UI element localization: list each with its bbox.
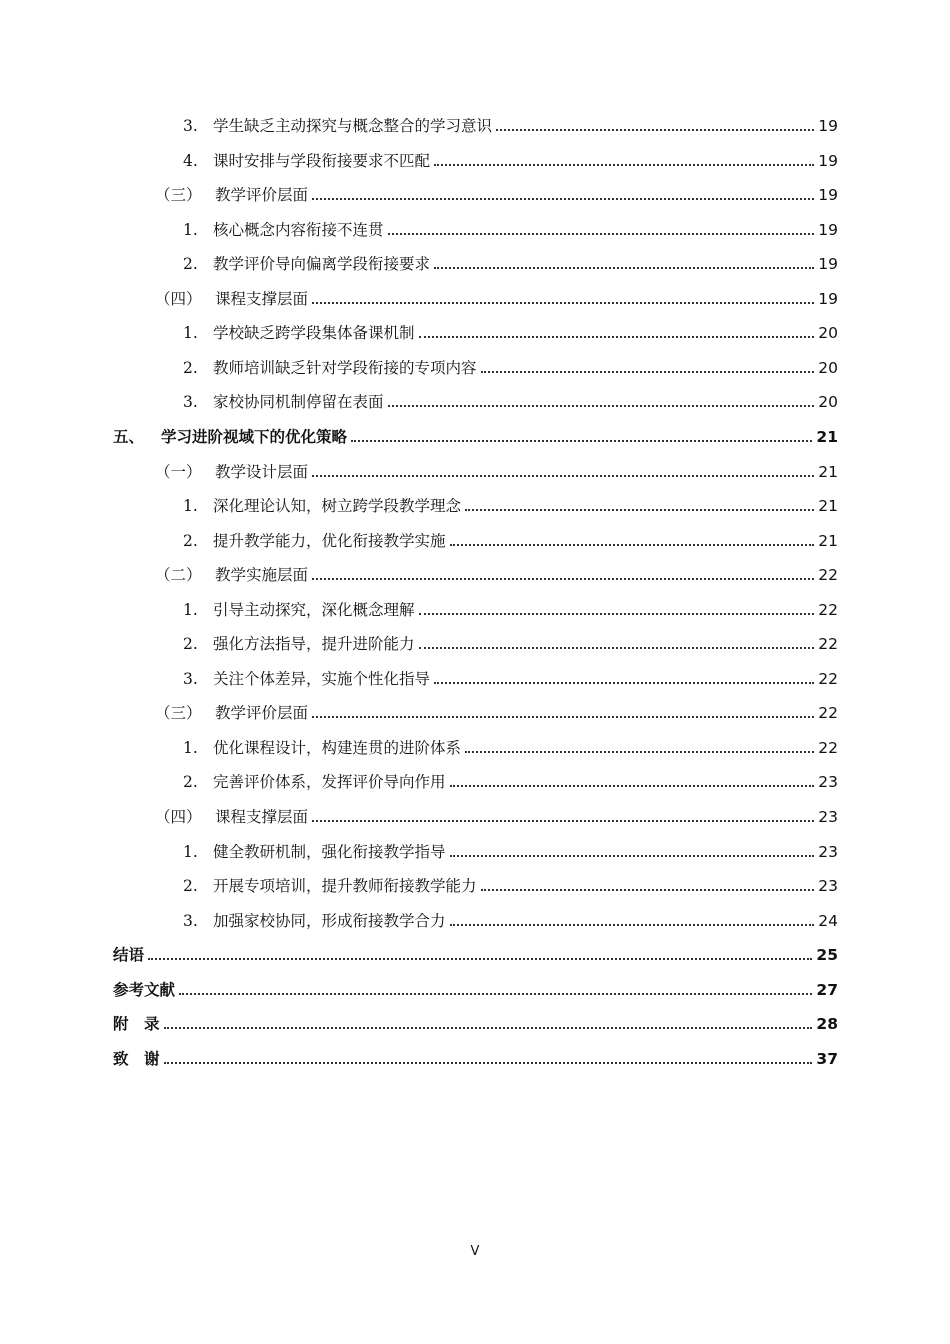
toc-entry-page: 19 [818,151,838,170]
toc-entry-page: 24 [818,911,838,930]
dot-leader [465,750,814,753]
dot-leader [388,232,815,235]
toc-entry-page: 22 [818,600,838,619]
toc-entry-number: （四） [155,808,202,826]
toc-entry-number: （三） [155,704,202,723]
toc-entry[interactable] [183,248,838,274]
dot-leader [312,819,814,822]
dot-leader [312,301,814,304]
toc-entry-number: 1. [183,600,198,619]
toc-entry[interactable] [113,421,838,447]
toc-entry-number: （二） [155,566,202,585]
toc-entry[interactable] [155,697,838,723]
toc-entry-number: 1. [183,497,198,516]
dot-leader [450,784,815,787]
dot-leader [419,612,815,615]
toc-entry-page: 22 [818,738,838,757]
toc-entry-page: 19 [818,220,838,239]
toc-entry-page: 20 [818,393,838,412]
dot-leader [312,715,814,718]
toc-entry-title: 附 录 [113,1015,160,1034]
toc-entry-page: 20 [818,324,838,343]
toc-entry-title: 学校缺乏跨学段集体备课机制 [213,324,415,343]
toc-entry-page: 23 [818,773,838,792]
toc-entry-page: 23 [818,877,838,896]
toc-entry-page: 19 [818,289,838,308]
toc-entry-number: （三） [155,186,202,205]
toc-entry[interactable] [183,145,838,171]
toc-entry-number: 2. [183,531,198,550]
toc-entry[interactable] [183,594,838,620]
dot-leader [164,1061,813,1064]
toc-entry-number: 2. [183,877,198,896]
toc-entry-page: 28 [816,1015,838,1034]
toc-entry-title: 教学评价导向偏离学段衔接要求 [213,255,431,274]
toc-entry[interactable] [183,663,838,689]
dot-leader [312,474,814,477]
toc-entry-page: 37 [816,1049,838,1068]
toc-entry[interactable] [183,870,838,896]
toc-entry-title: 教学评价层面 [215,186,309,205]
toc-entry-title: 学习进阶视域下的优化策略 [161,427,348,446]
toc-entry-title: 学生缺乏主动探究与概念整合的学习意识 [213,117,493,135]
toc-entry-number: 3. [183,669,198,688]
toc-entry-title: 课程支撑层面 [215,289,309,308]
dot-leader [419,646,815,649]
dot-leader [312,197,814,200]
dot-leader [450,854,815,857]
dot-leader [434,163,814,166]
toc-entry-number: 2. [183,358,198,377]
toc-entry-number: 1. [183,738,198,757]
toc-entry[interactable] [155,179,838,205]
toc-entry[interactable] [183,490,838,516]
toc-entry-number: 4. [183,151,198,170]
toc-entry-number: 3. [183,393,198,412]
toc-entry-page: 23 [818,842,838,861]
toc-entry[interactable] [113,1008,838,1034]
dot-leader [465,508,814,511]
toc-entry[interactable] [183,525,838,551]
dot-leader [450,543,815,546]
toc-entry-page: 19 [818,117,838,135]
toc-entry-page: 21 [818,497,838,516]
toc-entry-title: 引导主动探究，深化概念理解 [213,600,415,619]
toc-entry-title: 完善评价体系，发挥评价导向作用 [213,773,446,792]
toc-entry[interactable] [183,628,838,654]
toc-entry-number: 1. [183,324,198,343]
toc-entry[interactable] [183,766,838,792]
dot-leader [179,992,812,995]
toc-entry-number: 3. [183,117,198,135]
toc-entry-title: 加强家校协同，形成衔接教学合力 [213,911,446,930]
dot-leader [351,439,812,442]
page-number-footer: V [470,1244,480,1259]
dot-leader [419,335,815,338]
dot-leader [434,266,814,269]
dot-leader [481,888,815,891]
toc-entry[interactable] [183,352,838,378]
toc-entry-page: 19 [818,255,838,274]
toc-entry[interactable] [113,1043,838,1069]
toc-entry-title: 健全教研机制，强化衔接教学指导 [213,842,446,861]
toc-entry-number: 五、 [113,427,145,446]
toc-entry-title: 致 谢 [113,1049,160,1068]
toc-entry-title: 教学设计层面 [215,462,309,481]
toc-entry[interactable] [183,214,838,240]
toc-entry-number: 2. [183,255,198,274]
toc-entry-title: 教学评价层面 [215,704,309,723]
toc-entry[interactable] [113,974,838,1000]
dot-leader [312,577,814,580]
dot-leader [164,1026,813,1029]
toc-entry-page: 22 [818,704,838,723]
toc-entry-page: 20 [818,358,838,377]
toc-entry[interactable] [183,386,838,412]
toc-entry-number: 1. [183,220,198,239]
toc-entry-page: 25 [816,946,838,965]
toc-entry-page: 19 [818,186,838,205]
toc-entry-title: 结语 [113,946,145,965]
toc-entry[interactable] [183,317,838,343]
dot-leader [481,370,815,373]
toc-entry[interactable] [155,801,838,827]
toc-entry-title: 课程支撑层面 [215,808,309,826]
toc-entry-title: 参考文献 [113,980,176,999]
toc-entry-number: （四） [155,289,202,308]
toc-entry[interactable] [183,905,838,931]
toc-entry-title: 深化理论认知，树立跨学段教学理念 [213,497,462,516]
toc-entry-title: 课时安排与学段衔接要求不匹配 [213,151,431,170]
toc-entry-title: 强化方法指导，提升进阶能力 [213,635,415,654]
toc-entry[interactable] [155,283,838,309]
toc-entry-title: 教师培训缺乏针对学段衔接的专项内容 [213,358,477,377]
toc-entry[interactable] [183,110,838,136]
toc-entry-title: 提升教学能力，优化衔接教学实施 [213,531,446,550]
toc-entry-number: （一） [155,462,202,481]
toc-entry-number: 2. [183,635,198,654]
toc-entry[interactable] [113,939,838,965]
dot-leader [434,681,814,684]
toc-entry[interactable] [155,559,838,585]
toc-entry-title: 关注个体差异，实施个性化指导 [213,669,431,688]
toc-entry-number: 1. [183,842,198,861]
toc-entry-title: 核心概念内容衔接不连贯 [213,220,384,239]
dot-leader [496,128,814,131]
toc-entry-page: 21 [818,462,838,481]
toc-entry-title: 教学实施层面 [215,566,309,585]
dot-leader [148,957,812,960]
toc-entry-page: 22 [818,566,838,585]
toc-entry-page: 27 [816,980,838,999]
toc-entry-page: 22 [818,669,838,688]
toc-entry-title: 优化课程设计，构建连贯的进阶体系 [213,738,462,757]
toc-entry-number: 2. [183,773,198,792]
toc-entry-page: 22 [818,635,838,654]
toc-entry[interactable] [155,456,838,482]
toc-entry-page: 21 [816,427,838,446]
toc-entry-page: 23 [818,808,838,826]
dot-leader [388,404,815,407]
toc-entry-title: 开展专项培训，提升教师衔接教学能力 [213,877,477,896]
toc-entry-page: 21 [818,531,838,550]
toc-entry-number: 3. [183,911,198,930]
toc-entry[interactable] [183,732,838,758]
toc-entry-title: 家校协同机制停留在表面 [213,393,384,412]
dot-leader [450,923,815,926]
toc-entry[interactable] [183,836,838,862]
